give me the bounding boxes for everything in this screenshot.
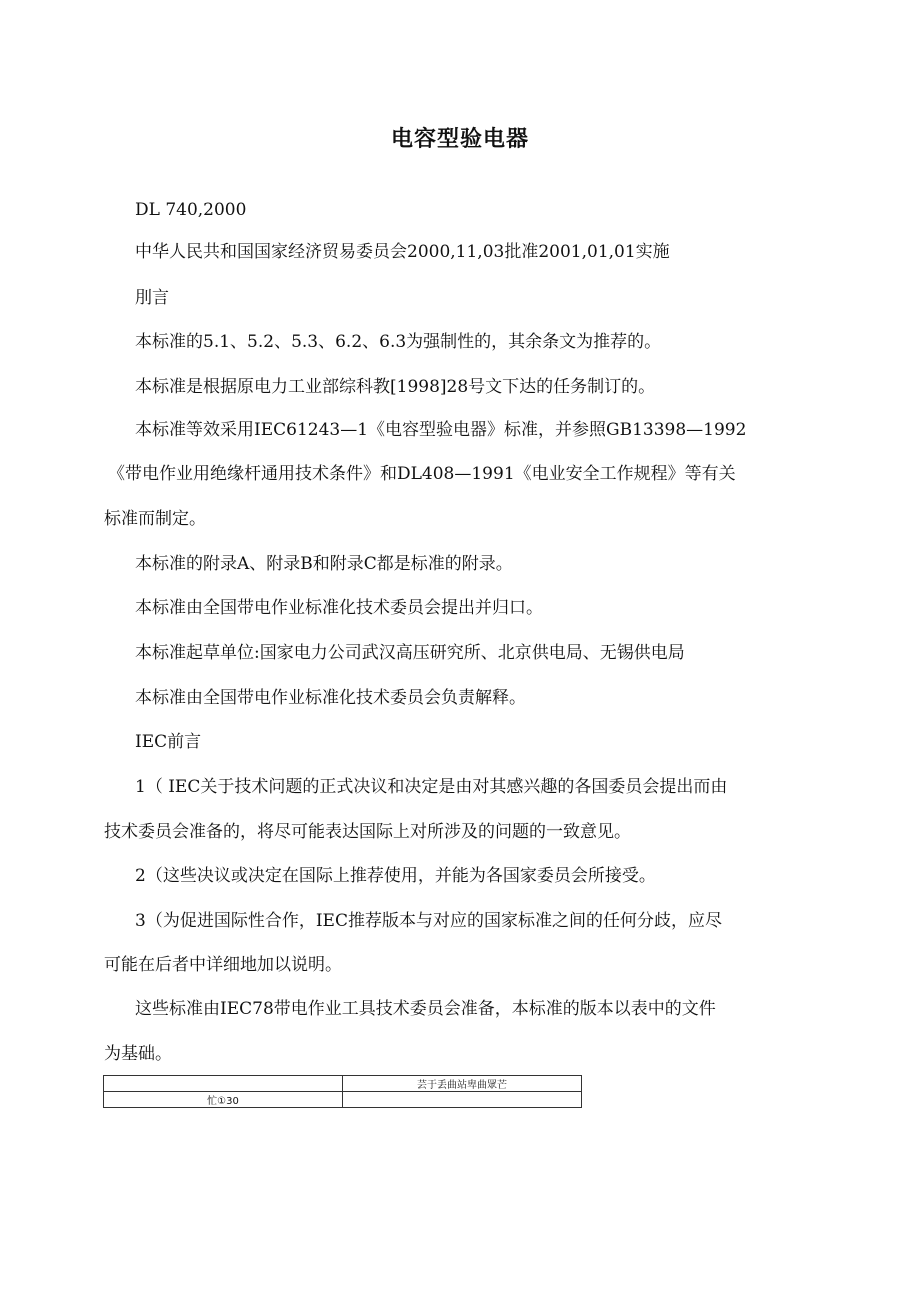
table-row (104, 1092, 582, 1108)
paragraph-basis-document: 本标准是根据原电力工业部综科教[1998]28号文下达的任务制订的。 (135, 377, 656, 397)
table-cell (104, 1076, 343, 1092)
paragraph-equivalence-line3: 标准而制定。 (104, 509, 206, 529)
paragraph-drafting-units: 本标准起草单位:国家电力公司武汉高压研究所、北京供电局、无锡供电局 (135, 643, 685, 663)
standard-number: DL 740,2000 (135, 200, 247, 220)
table-cell: 忙①30 (104, 1092, 343, 1108)
iec-foreword-heading: IEC前言 (135, 732, 202, 752)
iec-item-1-line2: 技术委员会准备的，将尽可能表达国际上对所涉及的问题的一致意见。 (104, 822, 631, 842)
iec-item-3-line2: 可能在后者中详细地加以说明。 (104, 955, 342, 975)
table-cell: 芸于丢曲站卑曲眾芒 (343, 1076, 582, 1092)
basis-table (103, 1075, 582, 1108)
document-title: 电容型验电器 (390, 127, 529, 152)
table-row (104, 1076, 582, 1092)
paragraph-appendices: 本标准的附录A、附录B和附录C都是标准的附录。 (135, 554, 513, 574)
foreword-heading: 刖言 (135, 288, 169, 308)
table-cell (343, 1092, 582, 1108)
iec-item-1-line1: 1（ IEC关于技术问题的正式决议和决定是由对其感兴趣的各国委员会提出而由 (135, 777, 728, 797)
paragraph-mandatory-clauses: 本标准的5.1、5.2、5.3、6.2、6.3为强制性的，其余条文为推荐的。 (135, 332, 662, 352)
paragraph-equivalence-line1: 本标准等效采用IEC61243—1《电容型验电器》标准，并参照GB13398—1992 (135, 420, 747, 440)
paragraph-proposed-by: 本标准由全国带电作业标准化技术委员会提出并归口。 (135, 598, 543, 618)
closing-line1: 这些标准由IEC78带电作业工具技术委员会准备，本标准的版本以表中的文件 (135, 999, 716, 1019)
iec-item-3-line1: 3（为促进国际性合作，IEC推荐版本与对应的国家标准之间的任何分歧，应尽 (135, 911, 722, 931)
iec-item-2: 2（这些决议或决定在国际上推荐使用，并能为各国家委员会所接受。 (135, 866, 656, 886)
paragraph-equivalence-line2: 《带电作业用绝缘杆通用技术条件》和DL408—1991《电业安全工作规程》等有关 (108, 464, 736, 484)
issue-line: 中华人民共和国国家经济贸易委员会2000,11,03批准2001,01,01实施 (135, 242, 670, 262)
paragraph-interpretation: 本标准由全国带电作业标准化技术委员会负责解释。 (135, 688, 526, 708)
closing-line2: 为基础。 (104, 1044, 172, 1064)
